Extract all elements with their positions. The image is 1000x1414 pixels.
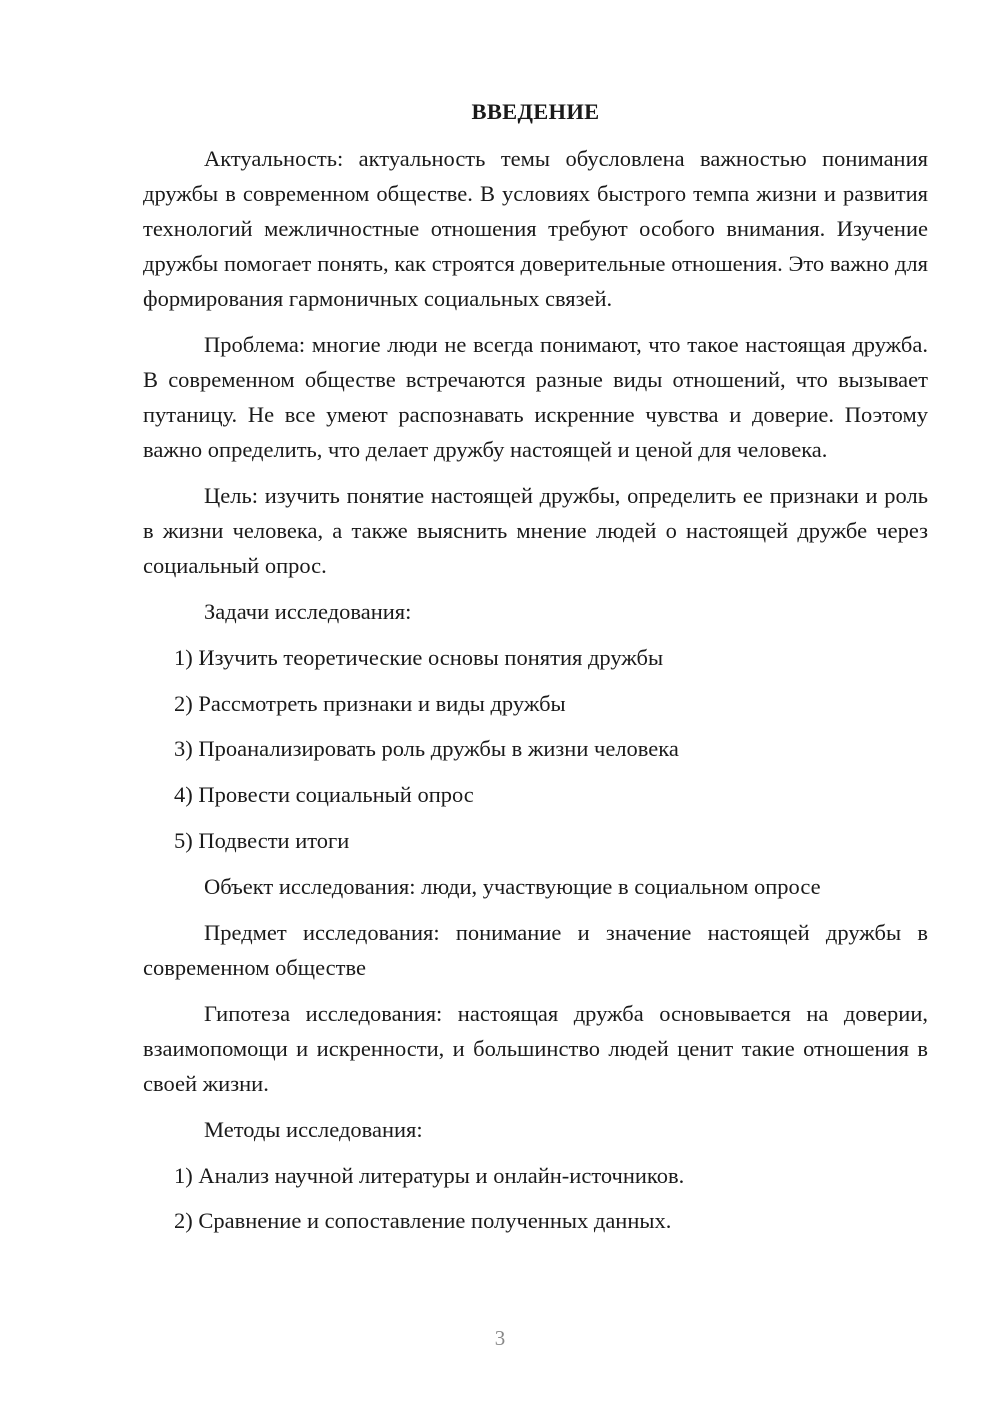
subject-paragraph: Предмет исследования: понимание и значение настоящей дружбы в современном обществе	[143, 919, 928, 980]
problem-paragraph: Проблема: многие люди не всегда понимают, что такое настоящая дружба. В современном обществе встречаются разные виды отношений, что вызывает путаницу. Не все умеют распознавать искренние чувства и доверие. Поэтому важно определить, что делает дружбу настоящей и ценой для человека.	[143, 332, 928, 462]
list-item: 1) Анализ научной литературы и онлайн-источников.	[174, 1162, 685, 1188]
object-paragraph: Объект исследования: люди, участвующие в социальном опросе	[204, 873, 821, 899]
list-item: 5) Подвести итоги	[174, 827, 350, 853]
section-title: ВВЕДЕНИЕ	[471, 99, 600, 124]
tasks-heading: Задачи исследования:	[204, 599, 412, 624]
list-item: 4) Провести социальный опрос	[174, 782, 474, 808]
list-item: 2) Сравнение и сопоставление полученных данных.	[174, 1208, 672, 1234]
hypothesis-paragraph: Гипотеза исследования: настоящая дружба основывается на доверии, взаимопомощи и искренности, и большинство людей ценит такие отношения в своей жизни.	[143, 1000, 928, 1096]
goal-paragraph: Цель: изучить понятие настоящей дружбы, определить ее признаки и роль в жизни человека, а также выяснить мнение людей о настоящей дружбе через социальный опрос.	[143, 483, 928, 578]
list-item: 1) Изучить теоретические основы понятия дружбы	[174, 645, 664, 670]
methods-heading: Методы исследования:	[204, 1116, 423, 1142]
methods-list	[143, 1158, 928, 1239]
relevance-paragraph: Актуальность: актуальность темы обусловлена важностью понимания дружбы в современном обществе. В условиях быстрого темпа жизни и развития технологий межличностные отношения требуют особого внимания. Изучение дружбы помогает понять, как строятся доверительные отношения. Это важно для формирования гармоничных социальных связей.	[143, 146, 928, 311]
page-content	[143, 94, 928, 1249]
page-number: 3	[494, 1326, 506, 1350]
list-item: 3) Проанализировать роль дружбы в жизни человека	[174, 736, 679, 762]
tasks-list	[143, 640, 928, 858]
list-item: 2) Рассмотреть признаки и виды дружбы	[174, 690, 566, 716]
